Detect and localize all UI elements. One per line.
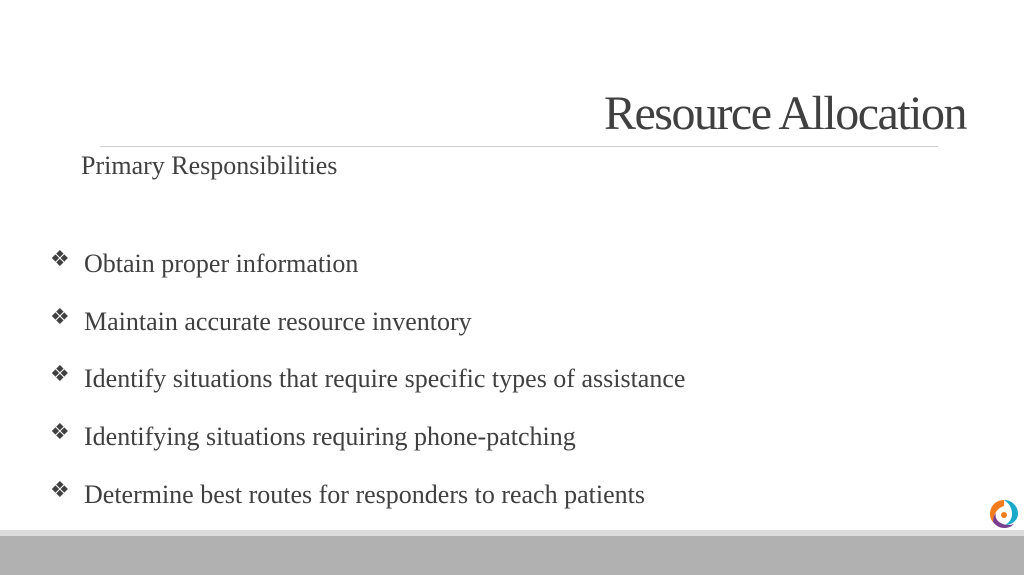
slide-title: Resource Allocation [603,87,966,140]
bullet-text: Obtain proper information [84,249,359,278]
diamond-cluster-icon: ❖ [50,247,70,272]
diamond-cluster-icon: ❖ [50,362,70,388]
swirl-logo-icon [987,497,1021,531]
bullet-list [50,246,685,534]
footer-bar [0,536,1024,575]
bullet-item [50,419,685,477]
bullet-text: Identify situations that require specific types of assistance [84,364,686,394]
slide-subtitle: Primary Responsibilities [81,151,338,180]
title-divider [100,146,938,147]
bullet-item [50,246,685,304]
diamond-cluster-icon: ❖ [50,420,70,446]
bullet-item [50,361,685,419]
bullet-item [50,304,685,362]
bullet-text: Maintain accurate resource inventory [84,306,472,336]
bullet-text: Determine best routes for responders to reach patients [84,479,645,509]
diamond-cluster-icon: ❖ [50,304,70,330]
bullet-text: Identifying situations requiring phone-patching [84,422,576,452]
bullet-item [50,477,685,535]
diamond-cluster-icon: ❖ [50,477,70,503]
